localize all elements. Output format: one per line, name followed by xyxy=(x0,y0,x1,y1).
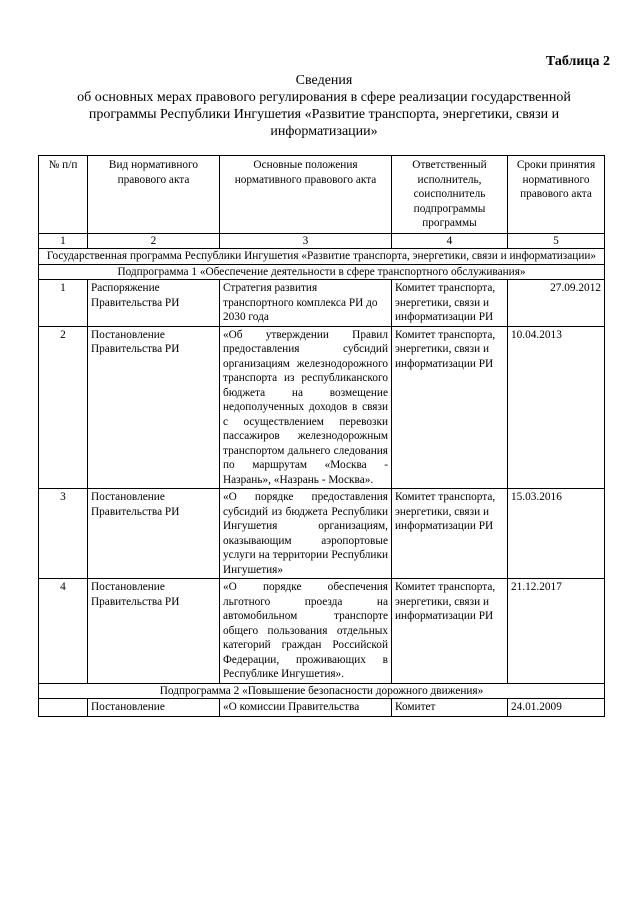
table-row xyxy=(39,699,605,717)
row-number xyxy=(39,699,88,717)
header-cell: Сроки принятия нормативного правового акта xyxy=(508,156,605,234)
program-title: Государственная программа Республики Ингушетия «Развитие транспорта, энергетики, связи и информатизации» xyxy=(39,249,605,265)
table-row xyxy=(39,326,605,489)
act-content: «О порядке предоставления субсидий из бюджета Республики Ингушетия организациям, оказывающим аэропортовые услуги на территории Республики Ингушетия» xyxy=(220,489,392,579)
column-number: 3 xyxy=(220,233,392,249)
act-executor: Комитет транспорта, энергетики, связи и информатизации РИ xyxy=(392,326,508,489)
row-number: 2 xyxy=(39,326,88,489)
act-type: Постановление Правительства РИ xyxy=(88,489,220,579)
subprogram-title: Подпрограмма 2 «Повышение безопасности дорожного движения» xyxy=(39,683,605,699)
column-number: 4 xyxy=(392,233,508,249)
column-number: 1 xyxy=(39,233,88,249)
title-line: Сведения xyxy=(295,73,353,88)
subprogram-row xyxy=(39,264,605,280)
act-executor: Комитет xyxy=(392,699,508,717)
act-date: 15.03.2016 xyxy=(508,489,605,579)
column-number: 5 xyxy=(508,233,605,249)
act-type: Распоряжение Правительства РИ xyxy=(88,280,220,327)
act-executor: Комитет транспорта, энергетики, связи и информатизации РИ xyxy=(392,280,508,327)
header-cell: Ответственный исполнитель, соисполнитель подпрограммы программы xyxy=(392,156,508,234)
table-label: Таблица 2 xyxy=(545,54,610,69)
act-date: 24.01.2009 xyxy=(508,699,605,717)
act-executor: Комитет транспорта, энергетики, связи и информатизации РИ xyxy=(392,489,508,579)
document-title xyxy=(40,72,608,140)
header-row xyxy=(39,156,605,234)
act-content: Стратегия развития транспортного комплекса РИ до 2030 года xyxy=(220,280,392,327)
act-type: Постановление Правительства РИ xyxy=(88,326,220,489)
header-cell: Основные положения нормативного правового акта xyxy=(220,156,392,234)
header-cell: Вид нормативного правового акта xyxy=(88,156,220,234)
title-line: об основных мерах правового регулирования в сфере реализации государственной xyxy=(77,90,571,105)
column-number: 2 xyxy=(88,233,220,249)
row-number: 4 xyxy=(39,579,88,684)
column-number-row xyxy=(39,233,605,249)
subprogram-row xyxy=(39,683,605,699)
subprogram-title: Подпрограмма 1 «Обеспечение деятельности в сфере транспортного обслуживания» xyxy=(39,264,605,280)
program-row xyxy=(39,249,605,265)
row-number: 3 xyxy=(39,489,88,579)
header-cell: № п/п xyxy=(39,156,88,234)
act-date: 27.09.2012 xyxy=(508,280,605,327)
act-type: Постановление Правительства РИ xyxy=(88,579,220,684)
table-row xyxy=(39,280,605,327)
act-content: «О порядке обеспечения льготного проезда на автомобильном транспорте общего пользования отдельных категорий граждан Российской Федерации, проживающих в Республике Ингушетия». xyxy=(220,579,392,684)
act-type: Постановление xyxy=(88,699,220,717)
title-line: информатизации» xyxy=(270,124,378,139)
act-date: 21.12.2017 xyxy=(508,579,605,684)
act-date: 10.04.2013 xyxy=(508,326,605,489)
act-content: «Об утверждении Правил предоставления субсидий организациям железнодорожного транспорта из республиканского бюджета на возмещение недополученных доходов в связи с осуществлением перевозки пассажиров железнодорожным транспортом дальнего следования по маршрутам «Москва - Назрань», «Назрань - Москва». xyxy=(220,326,392,489)
act-content: «О комиссии Правительства xyxy=(220,699,392,717)
table-row xyxy=(39,489,605,579)
row-number: 1 xyxy=(39,280,88,327)
regulation-table xyxy=(38,155,605,717)
title-line: программы Республики Ингушетия «Развитие транспорта, энергетики, связи и xyxy=(88,107,560,122)
table-row xyxy=(39,579,605,684)
act-executor: Комитет транспорта, энергетики, связи и информатизации РИ xyxy=(392,579,508,684)
